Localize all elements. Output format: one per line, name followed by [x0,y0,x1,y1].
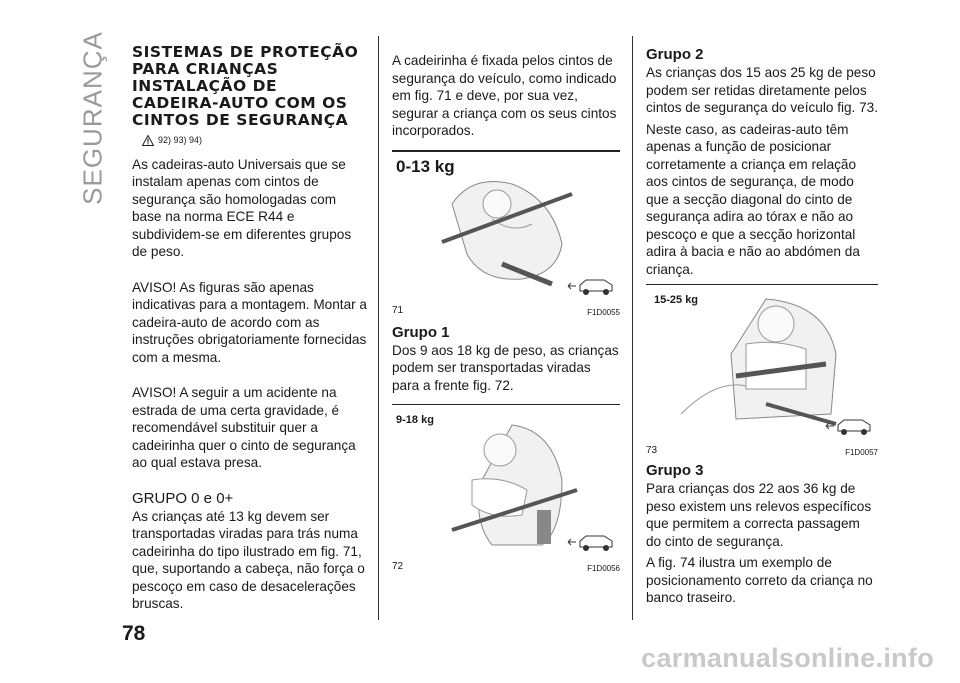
figure-number: 72 [392,561,404,572]
car-icon [566,532,616,554]
toddler-seat-illustration [432,420,582,555]
warning-references [142,132,368,150]
figure-label: 0-13 kg [396,156,455,176]
paragraph: As crianças dos 15 aos 25 kg de peso podem ser retidas diretamente pelos cintos de segurança do veículo fig. 73. [646,65,878,115]
figure-code: F1D0056 [587,564,620,573]
section-heading: SISTEMAS DE PROTEÇÃO PARA CRIANÇAS INSTALAÇÃO DE CADEIRA-AUTO COM OS CINTOS DE SEGURANÇA [132,43,359,129]
car-icon [824,416,874,438]
figure-number: 73 [646,445,658,456]
paragraph: AVISO! A seguir a um acidente na estrada de uma certa gravidade, é recomendável substituir quer a cadeirinha quer o cinto de segurança ao qual estava presa. [132,385,356,470]
subheading-grupo-3: Grupo 3 [646,462,704,479]
car-icon [566,276,616,298]
column-2 [392,52,620,574]
warning-triangle-icon [142,135,154,146]
figure-number: 71 [392,304,404,316]
paragraph: A fig. 74 ilustra um exemplo de posicionamento correto da criança no banco traseiro. [646,555,873,605]
figure-code: F1D0055 [587,307,620,317]
figure-73 [646,284,878,456]
column-divider-1 [378,36,379,620]
figure-code: F1D0057 [845,448,878,457]
figure-72 [392,404,620,574]
warning-refs-text: 92) 93) 94) [158,135,203,145]
column-1 [132,44,368,631]
paragraph: As cadeiras-auto Universais que se instalam apenas com cintos de segurança são homologadas com base na norma ECE R44 e subdividem-se em diferentes grupos de peso. [132,156,352,259]
paragraph: Para crianças dos 22 aos 36 kg de peso existem uns relevos específicos que permitem a correcta passagem do cinto de segurança. [646,481,872,549]
subheading-grupo-2: Grupo 2 [646,46,704,63]
column-divider-2 [632,36,633,620]
watermark: carmanualsonline.info [641,643,934,673]
paragraph: As crianças até 13 kg devem ser transportadas viradas para trás numa cadeirinha do tipo ilustrado em fig. 71, que, suportando a cabeça, não força o pescoço em caso de desacelerações bruscas. [132,508,365,611]
figure-71 [392,150,620,318]
paragraph: A cadeirinha é fixada pelos cintos de segurança do veículo, como indicado em fig. 71 e deve, por sua vez, segurar a criança com os seus cintos incorporados. [392,53,617,138]
section-side-label: SEGURANÇA [77,31,108,205]
figure-label: 9-18 kg [396,414,434,426]
page-number: 78 [122,622,146,645]
paragraph: Dos 9 aos 18 kg de peso, as crianças podem ser transportadas viradas para a frente fig. 72. [392,342,619,393]
figure-label: 15-25 kg [654,294,699,306]
paragraph: AVISO! As figuras são apenas indicativas para a montagem. Montar a cadeira-auto de acordo com as instruções obrigatoriamente fornecidas com a mesma. [132,279,367,365]
infant-seat-illustration [432,164,582,294]
column-3 [646,46,878,625]
booster-seat-illustration [676,294,841,429]
paragraph: Neste caso, as cadeiras-auto têm apenas a função de posicionar corretamente a criança em relação aos cintos de segurança, de modo que a secção diagonal do cinto de segurança adira ao tórax e não ao pescoço e que a secção horizontal adira à bacia e não ao abdómen da criança. [646,121,860,277]
subheading-grupo-1: Grupo 1 [392,323,450,341]
subheading-grupo-0: GRUPO 0 e 0+ [132,489,234,507]
